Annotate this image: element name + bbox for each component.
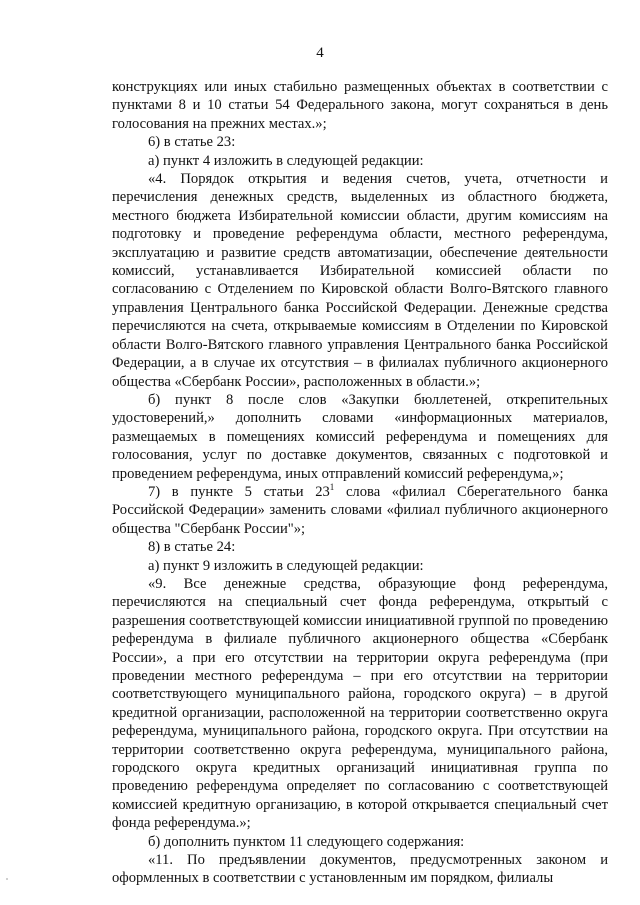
paragraph-item-9-text: «9. Все денежные средства, образующие фонд референдума, перечисляются на специальный счет фонда референдума, открытый с разрешения соответствующей комиссии инициативной группой по проведению референдума в филиале публичного акционерного общества «Сбербанк России», а при его отсутствии на территории округа референдума (при проведении местного референдума – при его отсутствии на территории соответствующего муниципального района, городского округа) – в другой кредитной организации, расположенной на территории соответственно округа референдума, муниципального района, городского округа. При отсутствии на территории соответственно округа референдума, муниципального района, городского округа кредитных организаций инициативная группа по проведению референдума определяет по согласованию с соответствующей комиссией кредитную организацию, в которой открывается специальный счет фонда референдума.»; [112,575,608,832]
paragraph-text-before-superscript: 7) в пункте 5 статьи 23 [148,483,330,500]
paragraph-item-11-intro: б) дополнить пунктом 11 следующего содержания: [148,833,465,850]
paragraph-text-after-superscript: слова «филиал Сберегательного банка Российской Федерации» заменить словами «филиал публичного акционерного общества "Сбербанк России"»; [112,483,608,537]
scan-artifact [6,878,8,880]
paragraph-article-23-heading: 6) в статье 23: [148,134,236,151]
paragraph-article-23-1-amendment [112,483,608,538]
paragraph-continuation: конструкциях или иных стабильно размещенных объектах в соответствии с пунктами 8 и 10 статьи 54 Федерального закона, могут сохраняться в день голосования на прежних местах.»; [112,79,608,132]
paragraph-article-24-heading: 8) в статье 24: [148,539,236,556]
document-body [112,78,608,888]
superscript-number: 1 [329,481,335,492]
paragraph-item-4-text: «4. Порядок открытия и ведения счетов, учета, отчетности и перечисления денежных средств, выделенных из областного бюджета, местного бюджета Избирательной комиссии области, другим комиссиям на подготовку и проведение референдума области, местного референдума, эксплуатацию и развитие средств автоматизации, обеспечение деятельности комиссий, устанавливается Избирательной комиссией области по согласованию с Отделением по Кировской области Волго-Вятского главного управления Центрального банка Российской Федерации. Денежные средства перечисляются на счета, открываемые комиссиям в Отделении по Кировской области Волго-Вятского главного управления Центрального банка Российской Федерации, а в случае их отсутствия – в филиалах публичного акционерного общества «Сбербанк России», расположенных в области.»; [112,171,608,390]
page-number: 4 [316,45,324,61]
paragraph-item-9-intro: а) пункт 9 изложить в следующей редакции: [148,557,424,574]
paragraph-item-11-text: «11. По предъявлении документов, предусмотренных законом и оформленных в соответствии с установленным им порядком, филиалы [112,852,608,887]
paragraph-item-4-intro: а) пункт 4 изложить в следующей редакции: [148,152,424,169]
paragraph-item-8-amendment: б) пункт 8 после слов «Закупки бюллетеней, открепительных удостоверений,» дополнить словами «информационных материалов, размещаемых в помещениях комиссий референдума и помещениях для голосования, услуг по доставке документов, связанных с подготовкой и проведением референдума, иных отправлений комиссий референдума,»; [112,391,608,482]
